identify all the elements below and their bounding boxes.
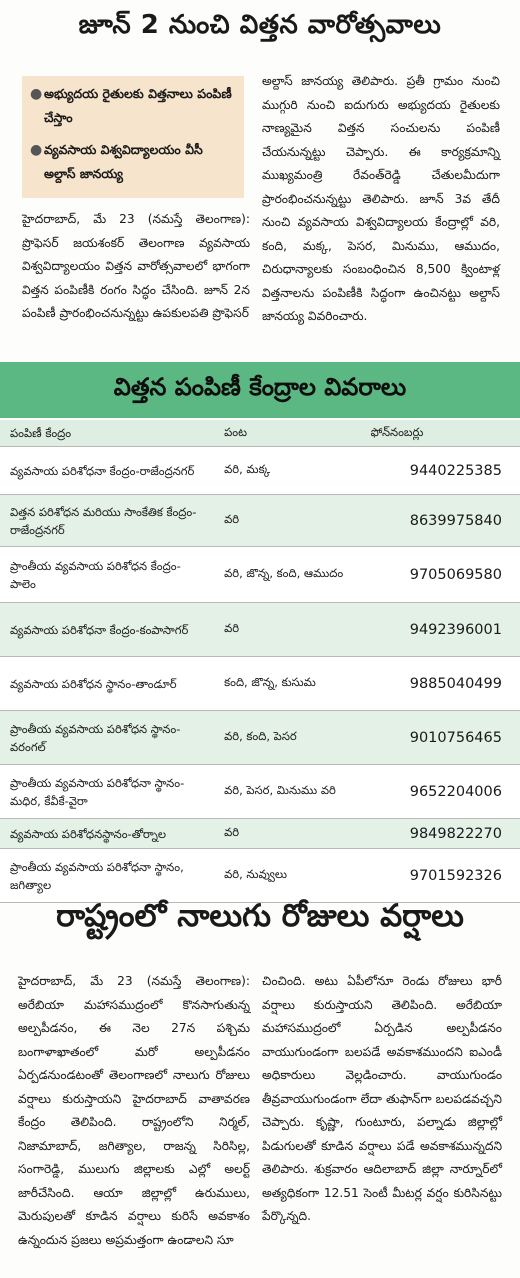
- table-row: [0, 603, 520, 657]
- cell-center: వ్యవసాయ పరిశోధనా కేంద్రం-కంపాసాగర్: [0, 603, 214, 657]
- article1-body-right: అల్దాస్ జానయ్య తెలిపారు. ప్రతీ గ్రామం నుంచి ముగ్గురి నుంచి ఐదుగురు అభ్యుదయ రైతులకు నాణ్యమైన విత్తన సంచులను పంపిణీ చేయనున్నట్టు చెప్పారు. ఈ కార్యక్రమాన్ని ముఖ్యమంత్రి రేవంత్‌రెడ్డి చేతులమీదుగా ప్రారంభించనున్నట్టు తెలిపారు. జూన్ 3వ తేదీ నుంచి వ్యవసాయ విశ్వవిద్యాలయ కేంద్రాల్లో వరి, కంది, మక్క, పెసర, మినుము, ఆముదం, చిరుధాన్యాలకు సంబంధించిన 8,500 క్వింటాళ్ల విత్తనాలను పంపిణీకి సిద్ధంగా ఉంచినట్టు అల్దాస్ జానయ్య వివరించారు.: [262, 74, 500, 323]
- highlights-box: [22, 76, 244, 198]
- header-center: పంపిణీ కేంద్రం: [0, 420, 214, 447]
- cell-center: వ్యవసాయ పరిశోధనస్థానం-తోర్నాల: [0, 819, 214, 849]
- table-title-band: [0, 362, 520, 418]
- cell-center: వ్యవసాయ పరిశోధనా కేంద్రం-రాజేంద్రనగర్: [0, 447, 214, 495]
- cell-center: వ్యవసాయ పరిశోధన స్థానం-తాండూర్: [0, 657, 214, 711]
- table-row: [0, 495, 520, 547]
- cell-crop: వరి: [214, 495, 361, 547]
- highlight-text: వ్యవసాయ విశ్వవిద్యాలయం వీసీ అల్దాస్ జానయ్య: [44, 142, 203, 181]
- seed-centers-table: [0, 420, 520, 903]
- cell-crop: వరి, కంది, పెసర: [214, 711, 361, 765]
- table-header-row: [0, 420, 520, 447]
- cell-phone: 9701592326: [361, 849, 520, 903]
- table-row: [0, 765, 520, 819]
- cell-phone: 9652204006: [361, 765, 520, 819]
- cell-phone: 9705069580: [361, 547, 520, 603]
- cell-crop: కంది, జొన్న, కుసుమ: [214, 657, 361, 711]
- cell-center: విత్తన పరిశోధన మరియు సాంకేతిక కేంద్రం-రాజేంద్రనగర్: [0, 495, 214, 547]
- cell-phone: 9440225385: [361, 447, 520, 495]
- article1-body-left: హైదరాబాద్, మే 23 (నమస్తే తెలంగాణ): ప్రొఫెసర్ జయశంకర్ తెలంగాణ వ్యవసాయ విశ్వవిద్యాలయం విత్తన వారోత్సవాలలో భాగంగా విత్తన పంపిణీకి రంగం సిద్ధం చేసింది. జూన్ 2న పంపిణీ ప్రారంభించనున్నట్టు ఉపకులపతి ప్రొఫెసర్: [22, 212, 250, 320]
- table-title: విత్తన పంపిణీ కేంద్రాల వివరాలు: [113, 373, 407, 401]
- cell-crop: వరి, నువ్వులు: [214, 849, 361, 903]
- cell-phone: 9492396001: [361, 603, 520, 657]
- cell-crop: వరి, జొన్న, కంది, ఆముదం: [214, 547, 361, 603]
- highlight-item: [30, 138, 236, 186]
- table-row: [0, 711, 520, 765]
- cell-crop: వరి, పెసర, మినుము వరి: [214, 765, 361, 819]
- table-row: [0, 657, 520, 711]
- cell-crop: వరి: [214, 603, 361, 657]
- cell-center: ప్రాంతీయ వ్యవసాయ పరిశోధనా స్థానం-మధిర, కేవీకే-వైరా: [0, 765, 214, 819]
- bullet-icon: ●: [30, 142, 43, 158]
- cell-phone: 9885040499: [361, 657, 520, 711]
- cell-center: ప్రాంతీయ వ్యవసాయ పరిశోధన కేంద్రం-పాలెం: [0, 547, 214, 603]
- headline-seed-festival: జూన్ 2 నుంచి విత్తన వారోత్సవాలు: [78, 10, 442, 40]
- cell-center: ప్రాంతీయ వ్యవసాయ పరిశోధనా స్థానం, జగిత్యాల: [0, 849, 214, 903]
- cell-phone: 9849822270: [361, 819, 520, 849]
- headline-rains: రాష్ట్రంలో నాలుగు రోజులు వర్షాలు: [56, 898, 464, 934]
- table-row: [0, 819, 520, 849]
- cell-phone: 9010756465: [361, 711, 520, 765]
- header-phone: ఫోన్‌నంబర్లు: [361, 420, 520, 447]
- highlight-item: [30, 82, 236, 130]
- table-row: [0, 547, 520, 603]
- article2-body-left: హైదరాబాద్, మే 23 (నమస్తే తెలంగాణ): అరేబియా మహాసముద్రంలో కొనసాగుతున్న అల్పపీడనం, ఈ నెల 27న పశ్చిమ బంగాళాఖాతంలో మరో అల్పపీడనం ఏర్పడనుండటంతో తెలంగాణలో నాలుగు రోజులు వర్షాలు కురుస్తాయని హైదరాబాద్ వాతావరణ కేంద్రం తెలిపింది. రాష్ట్రంలోని నిర్మల్, నిజామాబాద్, జగిత్యాల, రాజన్న సిరిసిల్ల, సంగారెడ్డి, ములుగు జిల్లాలకు ఎల్లో అలర్ట్ జారీచేసింది. ఆయా జిల్లాల్లో ఉరుములు, మెరుపులతో కూడిన వర్షాలు కురిసే అవకాశం ఉన్నందున ప్రజలు అప్రమత్తంగా ఉండాలని సూ: [18, 974, 250, 1247]
- table-row: [0, 447, 520, 495]
- table-row: [0, 849, 520, 903]
- cell-crop: వరి, మక్క: [214, 447, 361, 495]
- header-crop: పంట: [214, 420, 361, 447]
- bullet-icon: ●: [30, 86, 43, 102]
- highlight-text: అభ్యుదయ రైతులకు విత్తనాలు పంపిణీ చేస్తాం: [44, 86, 232, 125]
- cell-crop: వరి: [214, 819, 361, 849]
- article2-body-right: చించింది. అటు ఏపీలోనూ రెండు రోజులు భారీ వర్షాలు కురుస్తాయని తెలిపింది. అరేబియా మహాసముద్రంలో ఏర్పడిన అల్పపీడనం వాయుగుండంగా బలపడే అవకాశముందని ఐఎండీ అధికారులు వెల్లడించారు. వాయుగుండం తీవ్రవాయుగుండంగా లేదా తుఫాన్‌గా బలపడవచ్చని చెప్పారు. కృష్ణా, గుంటూరు, పల్నాడు జిల్లాల్లో పిడుగులతో కూడిన వర్షాలు పడే అవకాశమున్నదని తెలిపారు. శుక్రవారం ఆదిలాబాద్ జిల్లా నార్నూర్‌లో అత్యధికంగా 12.51 సెంటీ మీటర్ల వర్షం కురిసినట్టు పేర్కొన్నది.: [262, 974, 502, 1223]
- cell-center: ప్రాంతీయ వ్యవసాయ పరిశోధన స్థానం-వరంగల్: [0, 711, 214, 765]
- cell-phone: 8639975840: [361, 495, 520, 547]
